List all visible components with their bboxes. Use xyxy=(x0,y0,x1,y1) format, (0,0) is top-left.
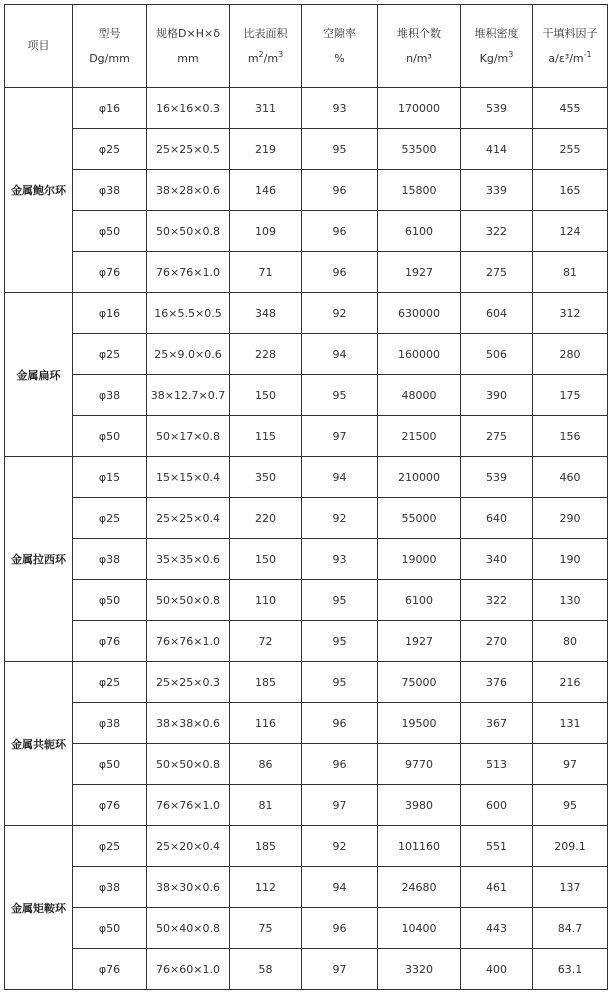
bulk-density-cell: 339 xyxy=(461,170,533,211)
spec-cell: 76×60×1.0 xyxy=(147,949,230,990)
packing-spec-table xyxy=(4,4,608,990)
model-cell: φ25 xyxy=(73,129,147,170)
table-row xyxy=(5,88,608,129)
bulk-density-cell: 539 xyxy=(461,88,533,129)
surface-area-cell: 348 xyxy=(230,293,302,334)
pile-count-cell: 210000 xyxy=(378,457,461,498)
bulk-density-cell: 414 xyxy=(461,129,533,170)
surface-area-cell: 116 xyxy=(230,703,302,744)
packing-factor-cell: 280 xyxy=(533,334,608,375)
packing-factor-cell: 130 xyxy=(533,580,608,621)
model-cell: φ50 xyxy=(73,744,147,785)
model-cell: φ76 xyxy=(73,949,147,990)
surface-area-cell: 72 xyxy=(230,621,302,662)
spec-cell: 76×76×1.0 xyxy=(147,252,230,293)
header-voidage xyxy=(302,5,378,88)
unit-part: Kg/m xyxy=(479,52,509,65)
group-name-cell: 金属拉西环 xyxy=(5,457,73,662)
spec-cell: 50×17×0.8 xyxy=(147,416,230,457)
table-row xyxy=(5,457,608,498)
group-name-cell: 金属扁环 xyxy=(5,293,73,457)
packing-factor-cell: 216 xyxy=(533,662,608,703)
model-cell: φ25 xyxy=(73,662,147,703)
spec-cell: 76×76×1.0 xyxy=(147,785,230,826)
spec-cell: 35×35×0.6 xyxy=(147,539,230,580)
voidage-cell: 95 xyxy=(302,662,378,703)
pile-count-cell: 21500 xyxy=(378,416,461,457)
model-cell: φ50 xyxy=(73,908,147,949)
table-row xyxy=(5,170,608,211)
table-row xyxy=(5,662,608,703)
bulk-density-cell: 275 xyxy=(461,252,533,293)
spec-cell: 16×5.5×0.5 xyxy=(147,293,230,334)
bulk-density-cell: 340 xyxy=(461,539,533,580)
table-row xyxy=(5,826,608,867)
table-row xyxy=(5,744,608,785)
pile-count-cell: 630000 xyxy=(378,293,461,334)
voidage-cell: 97 xyxy=(302,785,378,826)
header-spec xyxy=(147,5,230,88)
model-cell: φ16 xyxy=(73,88,147,129)
table-row xyxy=(5,867,608,908)
packing-factor-cell: 190 xyxy=(533,539,608,580)
bulk-density-cell: 367 xyxy=(461,703,533,744)
surface-area-cell: 110 xyxy=(230,580,302,621)
packing-factor-cell: 80 xyxy=(533,621,608,662)
surface-area-cell: 109 xyxy=(230,211,302,252)
model-cell: φ50 xyxy=(73,580,147,621)
table-body xyxy=(5,88,608,990)
header-bulk-density-unit xyxy=(461,51,532,66)
spec-cell: 50×50×0.8 xyxy=(147,580,230,621)
voidage-cell: 95 xyxy=(302,129,378,170)
pile-count-cell: 6100 xyxy=(378,580,461,621)
surface-area-cell: 146 xyxy=(230,170,302,211)
header-surface-area-unit xyxy=(230,51,301,66)
packing-factor-cell: 84.7 xyxy=(533,908,608,949)
bulk-density-cell: 400 xyxy=(461,949,533,990)
group-name-cell: 金属矩鞍环 xyxy=(5,826,73,990)
header-bulk-density-label: 堆积密度 xyxy=(474,26,519,40)
header-spec-label: 规格D×H×δ xyxy=(156,26,220,40)
voidage-cell: 93 xyxy=(302,88,378,129)
model-cell: φ38 xyxy=(73,867,147,908)
bulk-density-cell: 270 xyxy=(461,621,533,662)
voidage-cell: 96 xyxy=(302,744,378,785)
packing-factor-cell: 165 xyxy=(533,170,608,211)
unit-part: m xyxy=(247,52,259,65)
bulk-density-cell: 322 xyxy=(461,211,533,252)
voidage-cell: 94 xyxy=(302,457,378,498)
bulk-density-cell: 506 xyxy=(461,334,533,375)
header-spec-unit: mm xyxy=(177,52,199,65)
pile-count-cell: 170000 xyxy=(378,88,461,129)
packing-factor-cell: 175 xyxy=(533,375,608,416)
surface-area-cell: 350 xyxy=(230,457,302,498)
header-surface-area xyxy=(230,5,302,88)
header-row xyxy=(5,5,608,88)
model-cell: φ50 xyxy=(73,211,147,252)
packing-factor-cell: 312 xyxy=(533,293,608,334)
table-row xyxy=(5,785,608,826)
voidage-cell: 95 xyxy=(302,621,378,662)
table-row xyxy=(5,375,608,416)
spec-cell: 25×25×0.5 xyxy=(147,129,230,170)
bulk-density-cell: 275 xyxy=(461,416,533,457)
pile-count-cell: 160000 xyxy=(378,334,461,375)
pile-count-cell: 19500 xyxy=(378,703,461,744)
model-cell: φ38 xyxy=(73,375,147,416)
header-item-label: 项目 xyxy=(27,39,50,53)
surface-area-cell: 150 xyxy=(230,375,302,416)
voidage-cell: 95 xyxy=(302,580,378,621)
table-row xyxy=(5,703,608,744)
voidage-cell: 92 xyxy=(302,498,378,539)
model-cell: φ38 xyxy=(73,539,147,580)
spec-cell: 50×40×0.8 xyxy=(147,908,230,949)
header-voidage-unit: % xyxy=(334,52,345,65)
table-row xyxy=(5,949,608,990)
model-cell: φ76 xyxy=(73,785,147,826)
pile-count-cell: 53500 xyxy=(378,129,461,170)
table-row xyxy=(5,908,608,949)
header-model-unit: Dg/mm xyxy=(89,52,130,65)
bulk-density-cell: 604 xyxy=(461,293,533,334)
voidage-cell: 92 xyxy=(302,826,378,867)
bulk-density-cell: 513 xyxy=(461,744,533,785)
packing-factor-cell: 455 xyxy=(533,88,608,129)
surface-area-cell: 75 xyxy=(230,908,302,949)
unit-sup: 3 xyxy=(508,50,514,59)
spec-cell: 15×15×0.4 xyxy=(147,457,230,498)
surface-area-cell: 220 xyxy=(230,498,302,539)
voidage-cell: 97 xyxy=(302,949,378,990)
unit-sup: 3 xyxy=(278,50,284,59)
voidage-cell: 96 xyxy=(302,211,378,252)
model-cell: φ25 xyxy=(73,498,147,539)
surface-area-cell: 115 xyxy=(230,416,302,457)
pile-count-cell: 3320 xyxy=(378,949,461,990)
table-header xyxy=(5,5,608,88)
packing-factor-cell: 124 xyxy=(533,211,608,252)
header-packing-factor xyxy=(533,5,608,88)
voidage-cell: 97 xyxy=(302,416,378,457)
table-row xyxy=(5,211,608,252)
surface-area-cell: 71 xyxy=(230,252,302,293)
pile-count-cell: 24680 xyxy=(378,867,461,908)
packing-factor-cell: 95 xyxy=(533,785,608,826)
spec-cell: 38×38×0.6 xyxy=(147,703,230,744)
pile-count-cell: 15800 xyxy=(378,170,461,211)
spec-cell: 38×30×0.6 xyxy=(147,867,230,908)
group-name-cell: 金属共轭环 xyxy=(5,662,73,826)
voidage-cell: 93 xyxy=(302,539,378,580)
packing-factor-cell: 460 xyxy=(533,457,608,498)
bulk-density-cell: 390 xyxy=(461,375,533,416)
model-cell: φ76 xyxy=(73,252,147,293)
surface-area-cell: 150 xyxy=(230,539,302,580)
surface-area-cell: 86 xyxy=(230,744,302,785)
spec-cell: 50×50×0.8 xyxy=(147,211,230,252)
voidage-cell: 92 xyxy=(302,293,378,334)
header-pile-count-label: 堆积个数 xyxy=(397,26,441,40)
voidage-cell: 96 xyxy=(302,703,378,744)
table-row xyxy=(5,580,608,621)
table-row xyxy=(5,334,608,375)
packing-factor-cell: 97 xyxy=(533,744,608,785)
bulk-density-cell: 461 xyxy=(461,867,533,908)
spec-cell: 76×76×1.0 xyxy=(147,621,230,662)
packing-factor-cell: 290 xyxy=(533,498,608,539)
bulk-density-cell: 443 xyxy=(461,908,533,949)
packing-factor-cell: 255 xyxy=(533,129,608,170)
header-voidage-label: 空隙率 xyxy=(323,26,356,40)
packing-factor-cell: 63.1 xyxy=(533,949,608,990)
model-cell: φ38 xyxy=(73,170,147,211)
table-row xyxy=(5,539,608,580)
table-row xyxy=(5,293,608,334)
unit-sup: 2 xyxy=(258,50,264,59)
model-cell: φ38 xyxy=(73,703,147,744)
surface-area-cell: 219 xyxy=(230,129,302,170)
voidage-cell: 94 xyxy=(302,867,378,908)
bulk-density-cell: 539 xyxy=(461,457,533,498)
header-bulk-density xyxy=(461,5,533,88)
surface-area-cell: 58 xyxy=(230,949,302,990)
header-pile-count xyxy=(378,5,461,88)
model-cell: φ25 xyxy=(73,826,147,867)
table-row xyxy=(5,129,608,170)
surface-area-cell: 228 xyxy=(230,334,302,375)
spec-cell: 25×20×0.4 xyxy=(147,826,230,867)
header-surface-area-label: 比表面积 xyxy=(243,26,288,40)
bulk-density-cell: 600 xyxy=(461,785,533,826)
voidage-cell: 96 xyxy=(302,252,378,293)
header-model xyxy=(73,5,147,88)
packing-factor-cell: 209.1 xyxy=(533,826,608,867)
packing-factor-cell: 81 xyxy=(533,252,608,293)
model-cell: φ16 xyxy=(73,293,147,334)
surface-area-cell: 311 xyxy=(230,88,302,129)
header-packing-factor-label: 干填料因子 xyxy=(542,26,598,40)
voidage-cell: 96 xyxy=(302,908,378,949)
unit-sup: -1 xyxy=(583,50,592,59)
voidage-cell: 96 xyxy=(302,170,378,211)
surface-area-cell: 185 xyxy=(230,826,302,867)
header-item xyxy=(5,5,73,88)
voidage-cell: 94 xyxy=(302,334,378,375)
spec-cell: 25×25×0.4 xyxy=(147,498,230,539)
table-row xyxy=(5,416,608,457)
pile-count-cell: 3980 xyxy=(378,785,461,826)
model-cell: φ50 xyxy=(73,416,147,457)
pile-count-cell: 1927 xyxy=(378,621,461,662)
pile-count-cell: 1927 xyxy=(378,252,461,293)
spec-cell: 25×25×0.3 xyxy=(147,662,230,703)
model-cell: φ15 xyxy=(73,457,147,498)
packing-factor-cell: 131 xyxy=(533,703,608,744)
spec-cell: 25×9.0×0.6 xyxy=(147,334,230,375)
header-pile-count-unit: n/m³ xyxy=(406,52,432,65)
surface-area-cell: 185 xyxy=(230,662,302,703)
bulk-density-cell: 640 xyxy=(461,498,533,539)
header-packing-factor-unit xyxy=(533,51,607,66)
group-name-cell: 金属鲍尔环 xyxy=(5,88,73,293)
pile-count-cell: 6100 xyxy=(378,211,461,252)
surface-area-cell: 112 xyxy=(230,867,302,908)
pile-count-cell: 55000 xyxy=(378,498,461,539)
pile-count-cell: 9770 xyxy=(378,744,461,785)
bulk-density-cell: 322 xyxy=(461,580,533,621)
bulk-density-cell: 551 xyxy=(461,826,533,867)
pile-count-cell: 101160 xyxy=(378,826,461,867)
table-row xyxy=(5,621,608,662)
surface-area-cell: 81 xyxy=(230,785,302,826)
spec-cell: 16×16×0.3 xyxy=(147,88,230,129)
spec-cell: 50×50×0.8 xyxy=(147,744,230,785)
pile-count-cell: 48000 xyxy=(378,375,461,416)
spec-cell: 38×12.7×0.7 xyxy=(147,375,230,416)
model-cell: φ25 xyxy=(73,334,147,375)
voidage-cell: 95 xyxy=(302,375,378,416)
spec-cell: 38×28×0.6 xyxy=(147,170,230,211)
model-cell: φ76 xyxy=(73,621,147,662)
packing-factor-cell: 137 xyxy=(533,867,608,908)
unit-part: /m xyxy=(263,52,279,65)
pile-count-cell: 75000 xyxy=(378,662,461,703)
packing-factor-cell: 156 xyxy=(533,416,608,457)
table-row xyxy=(5,498,608,539)
header-model-label: 型号 xyxy=(98,26,121,40)
table-row xyxy=(5,252,608,293)
unit-part: a/ε³/m xyxy=(548,52,584,65)
bulk-density-cell: 376 xyxy=(461,662,533,703)
pile-count-cell: 19000 xyxy=(378,539,461,580)
pile-count-cell: 10400 xyxy=(378,908,461,949)
